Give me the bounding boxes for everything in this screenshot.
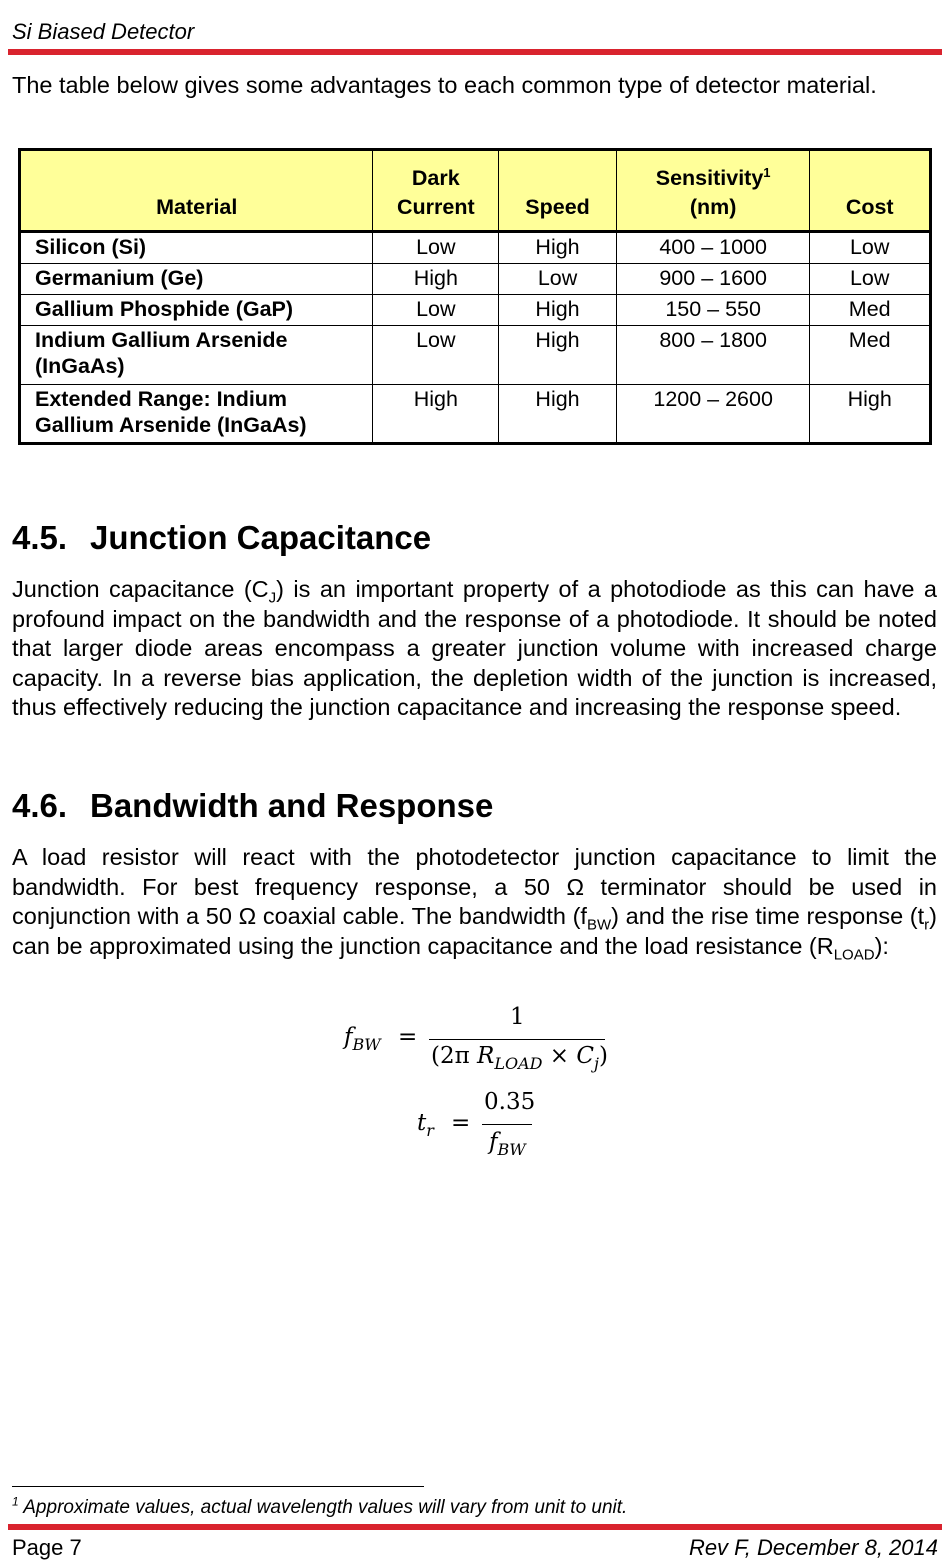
eq1-denominator: (2π $R_{LOAD} \times C_j$) — [431, 1043, 608, 1073]
header-speed: Speed — [499, 150, 617, 232]
table-row — [20, 295, 931, 326]
cell-material: Germanium (Ge) — [20, 264, 373, 295]
revision-date: Rev F, December 8, 2014 — [688, 1535, 938, 1560]
cell-cost: Med — [810, 326, 931, 385]
detector-material-table — [18, 148, 932, 445]
junction-capacitance-paragraph: Junction capacitance $(C_J)$ is an important property of a photodiode as this can have a profound impact on the bandwidth and the response of a photodiode. It should be noted that larger diode areas encompass a greater junction volume with increased charge capacity. In a reverse bias application, the depletion width of the junction is increased, thus effectively reducing the junction capacitance and increasing the response speed. — [12, 576, 937, 720]
cell-speed: High — [499, 232, 617, 264]
footnote: $^1$ Approximate values, actual wavelength values will vary from unit to unit. — [12, 1494, 628, 1518]
cell-material: Extended Range: Indium Gallium Arsenide (InGaAs) — [20, 385, 373, 444]
footnote-rule — [12, 1486, 424, 1487]
cell-cost: High — [810, 385, 931, 444]
table-row — [20, 385, 931, 444]
cell-sensitivity: 150 – 550 — [616, 295, 810, 326]
header-rule — [8, 49, 942, 55]
section-heading-bandwidth-response: 4.6. Bandwidth and Response — [12, 787, 494, 824]
eq2-equals: = — [451, 1110, 471, 1136]
table-header-row — [20, 150, 931, 232]
cell-material: Indium Gallium Arsenide (InGaAs) — [20, 326, 373, 385]
cell-dark-current: Low — [373, 326, 499, 385]
eq1-lhs: $f_{BW}$ — [344, 1024, 381, 1054]
eq1-fraction-bar — [429, 1039, 605, 1040]
cell-material: Silicon (Si) — [20, 232, 373, 264]
cell-dark-current: High — [373, 264, 499, 295]
cell-sensitivity: 1200 – 2600 — [616, 385, 810, 444]
eq1-numerator: 1 — [510, 1004, 525, 1030]
table-row — [20, 264, 931, 295]
intro-paragraph: The table below gives some advantages to each common type of detector material. — [12, 72, 877, 98]
cell-speed: High — [499, 385, 617, 444]
table-row — [20, 326, 931, 385]
cell-dark-current: High — [373, 385, 499, 444]
cell-cost: Low — [810, 264, 931, 295]
eq1-equals: = — [398, 1024, 418, 1050]
footer-rule — [8, 1524, 942, 1530]
cell-material: Gallium Phosphide (GaP) — [20, 295, 373, 326]
page-number: Page 7 — [12, 1535, 82, 1560]
cell-speed: High — [499, 326, 617, 385]
eq2-denominator: $f_{BW}$ — [489, 1129, 526, 1159]
eq2-lhs: $t_r$ — [417, 1110, 434, 1140]
eq2-numerator: 0.35 — [484, 1089, 536, 1115]
bandwidth-paragraph: A load resistor will react with the photodetector junction capacitance to limit the bandwidth. For best frequency response, a 50 Ω terminator should be used in conjunction with a 50 Ω coaxial cable. The bandwidth $(f_{BW})$ and the rise time response $(t_r)$ can be approximated using the junction capacitance and the load resistance $(R_{LOAD})$: — [12, 844, 937, 964]
header-cost: Cost — [810, 150, 931, 232]
header-dark-current: Dark Current — [373, 150, 499, 232]
cell-speed: Low — [499, 264, 617, 295]
cell-cost: Med — [810, 295, 931, 326]
cell-sensitivity: 900 – 1600 — [616, 264, 810, 295]
cell-speed: High — [499, 295, 617, 326]
cell-sensitivity: 400 – 1000 — [616, 232, 810, 264]
cell-cost: Low — [810, 232, 931, 264]
header-sensitivity: Sensitivity$^1$ (nm) — [616, 150, 810, 232]
eq2-fraction-bar — [482, 1124, 532, 1125]
table-row — [20, 232, 931, 264]
cell-dark-current: Low — [373, 295, 499, 326]
cell-dark-current: Low — [373, 232, 499, 264]
header-material: Material — [20, 150, 373, 232]
cell-sensitivity: 800 – 1800 — [616, 326, 810, 385]
section-heading-junction-capacitance: 4.5. Junction Capacitance — [12, 519, 432, 556]
header-title: Si Biased Detector — [12, 19, 195, 44]
footnote-ref: 1 — [763, 164, 771, 180]
